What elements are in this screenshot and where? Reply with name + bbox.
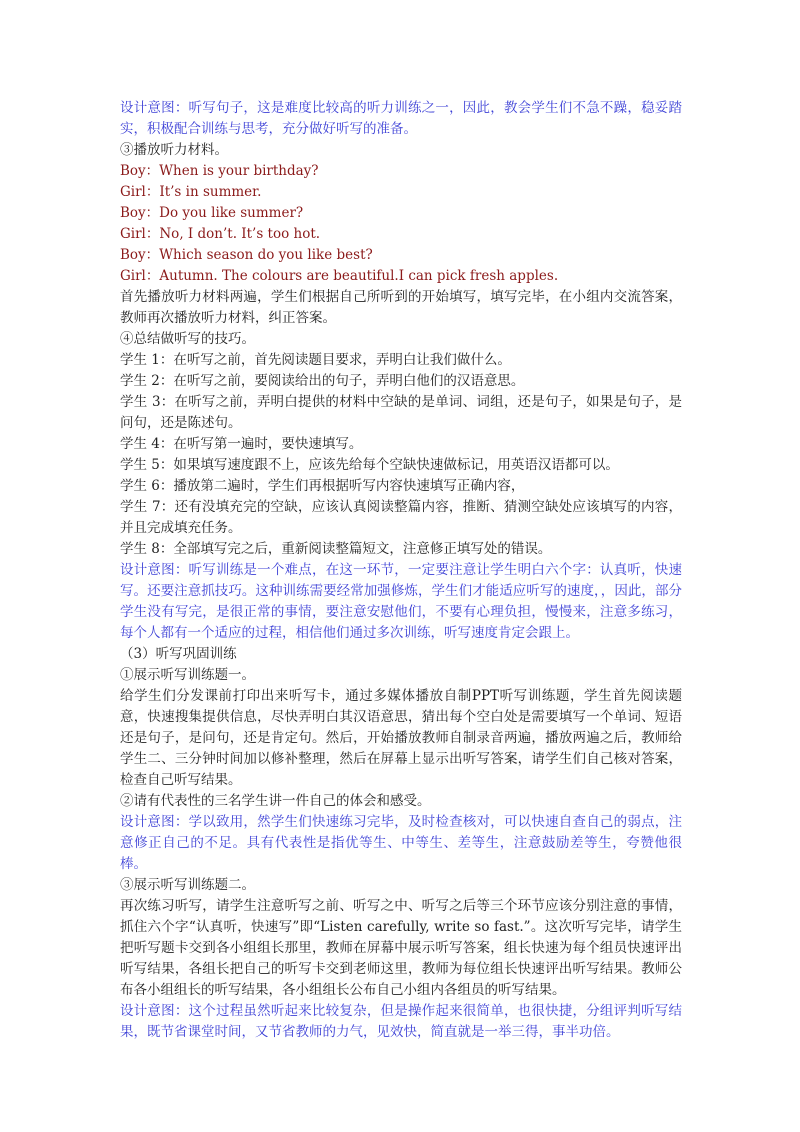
body-paragraph: 学生 1：在听写之前，首先阅读题目要求，弄明白让我们做什么。	[120, 352, 511, 368]
body-paragraph: （3）听写巩固训练	[120, 646, 237, 662]
body-paragraph: 给学生们分发课前打印出来听写卡，通过多媒体播放自制PPT听写训练题，学生首先阅读题意，快速搜集提供信息，尽快弄明白其汉语意思，猜出每个空白处是需要填写一个单词、短语还是句子，是问句，还是肯定句。然后，开始播放教师自制录音两遍，播放两遍之后，教师给学生二、三分钟时间加以修补整理，然后在屏幕上显示出听写答案，请学生们自己核对答案，检查自己听写结果。	[120, 688, 682, 788]
design-intent-paragraph: 设计意图：听写训练是一个难点，在这一环节，一定要注意让学生明白六个字：认真听，快速写。还要注意抓技巧。这种训练需要经常加强修炼，学生们才能适应听写的速度，，因此，部分学生没有写完，是很正常的事情，要注意安慰他们，不要有心理负担，慢慢来，注意多练习，每个人都有一个适应的过程，相信他们通过多次训练，听写速度肯定会跟上。	[120, 562, 682, 641]
body-paragraph: ②请有代表性的三名学生讲一件自己的体会和感受。	[120, 793, 431, 809]
body-paragraph: 学生 7：还有没填充完的空缺，应该认真阅读整篇内容，推断、猜测空缺处应该填写的内容，并且完成填充任务。	[120, 499, 682, 536]
body-paragraph: 学生 3：在听写之前，弄明白提供的材料中空缺的是单词、词组，还是句子，如果是句子，是问句，还是陈述句。	[120, 394, 682, 431]
document-body	[120, 98, 682, 1043]
body-paragraph: ①展示听写训练题一。	[120, 667, 255, 683]
body-paragraph: 学生 8：全部填写完之后，重新阅读整篇短文，注意修正填写处的错误。	[120, 541, 552, 557]
dialogue-line: Girl：Autumn. The colours are beautiful.I can pick fresh apples.	[120, 268, 559, 284]
body-paragraph: 再次练习听写，请学生注意听写之前、听写之中、听写之后等三个环节应该分别注意的事情，抓住六个字“认真听，快速写”即“Listen carefully, write so fast.”。这次听写完毕，请学生把听写题卡交到各小组组长那里，教师在屏幕中展示听写答案，组长快速为每个组员快速评出听写结果，各组长把自己的听写卡交到老师这里，教师为每位组长快速评出听写结果。教师公布各小组组长的听写结果，各小组组长公布自己小组内各组员的听写结果。	[120, 898, 682, 998]
design-intent-paragraph: 设计意图：听写句子，这是难度比较高的听力训练之一，因此，教会学生们不急不躁，稳妥踏实，积极配合训练与思考，充分做好听写的准备。	[120, 100, 682, 137]
dialogue-line: Girl：It’s in summer.	[120, 184, 262, 200]
design-intent-paragraph: 设计意图：这个过程虽然听起来比较复杂，但是操作起来很简单，也很快捷，分组评判听写结果，既节省课堂时间，又节省教师的力气，见效快，简直就是一举三得，事半功倍。	[120, 1003, 682, 1040]
design-intent-paragraph: 设计意图：学以致用，然学生们快速练习完毕，及时检查核对，可以快速自查自己的弱点，注意修正自己的不足。具有代表性是指优等生、中等生、差等生，注意鼓励差等生，夸赞他很棒。	[120, 814, 682, 872]
dialogue-line: Boy：Which season do you like best?	[120, 247, 373, 263]
body-paragraph: 首先播放听力材料两遍，学生们根据自己所听到的开始填写，填写完毕，在小组内交流答案，教师再次播放听力材料，纠正答案。	[120, 289, 682, 326]
dialogue-line: Boy：When is your birthday?	[120, 163, 319, 179]
body-paragraph: 学生 6：播放第二遍时，学生们再根据听写内容快速填写正确内容，	[120, 478, 525, 494]
body-paragraph: 学生 5：如果填写速度跟不上，应该先给每个空缺快速做标记，用英语汉语都可以。	[120, 457, 619, 473]
body-paragraph: 学生 2：在听写之前，要阅读给出的句子，弄明白他们的汉语意思。	[120, 373, 525, 389]
dialogue-line: Boy：Do you like summer?	[120, 205, 304, 221]
body-paragraph: 学生 4：在听写第一遍时，要快速填写。	[120, 436, 363, 452]
dialogue-line: Girl：No, I don’t. It’s too hot.	[120, 226, 321, 242]
body-paragraph: ③播放听力材料。	[120, 142, 228, 158]
body-paragraph: ③展示听写训练题二。	[120, 877, 255, 893]
body-paragraph: ④总结做听写的技巧。	[120, 331, 255, 347]
